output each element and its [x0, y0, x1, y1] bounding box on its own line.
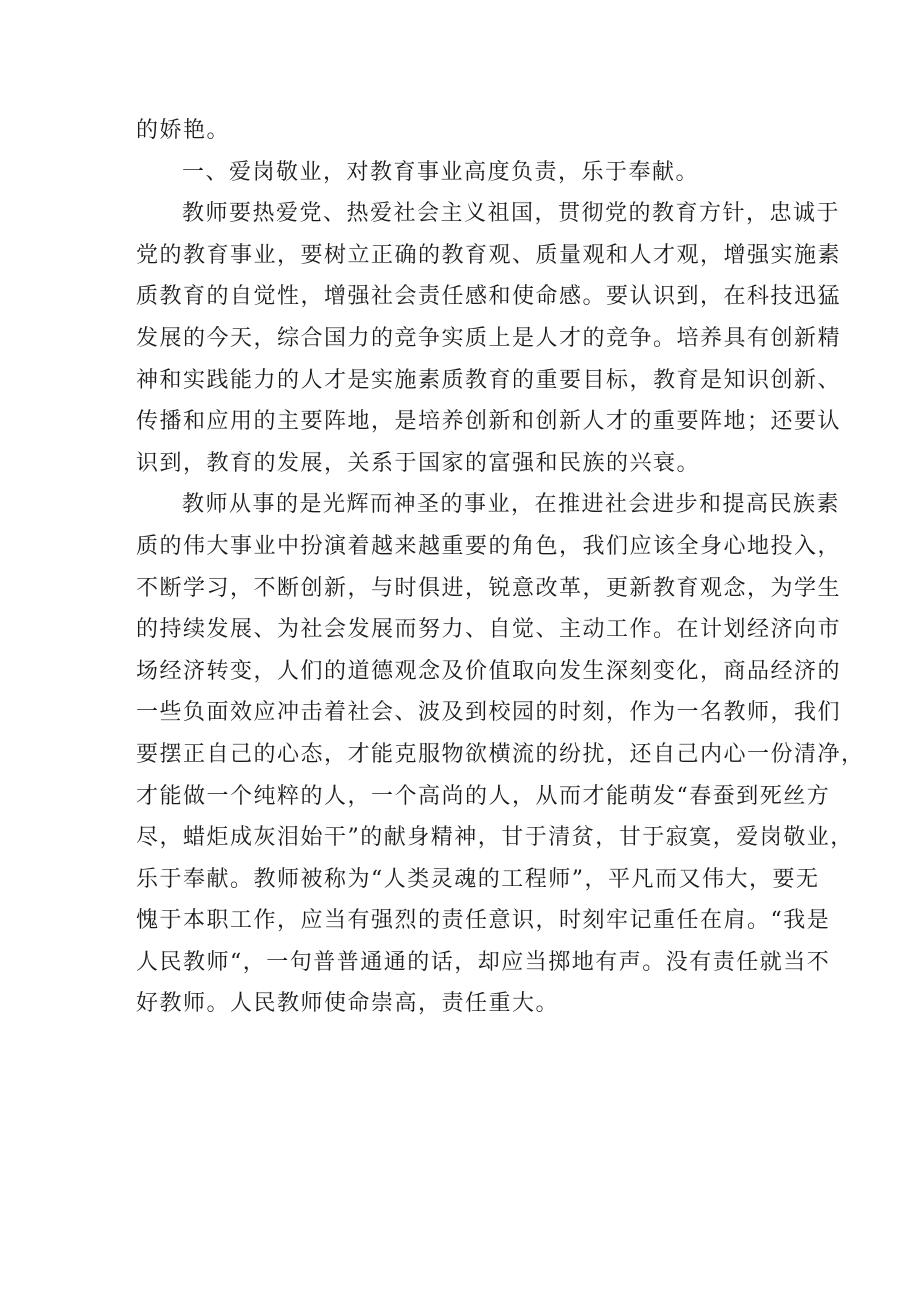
text-line: 发展的今天，综合国力的竞争实质上是人才的竞争。培养具有创新精 — [136, 325, 842, 351]
text-line: 要摆正自己的心态，才能克服物欲横流的纷扰，还自己内心一份清净， — [136, 741, 865, 767]
text-line: 神和实践能力的人才是实施素质教育的重要目标，教育是知识创新、 — [136, 367, 842, 393]
text-line: 教师要热爱党、热爱社会主义祖国，贯彻党的教育方针，忠诚于 — [182, 201, 841, 227]
text-line: 人民教师“，一句普普通通的话，却应当掷地有声。没有责任就当不 — [136, 949, 831, 975]
text-line: 的娇艳。 — [136, 118, 231, 143]
text-line: 教师从事的是光辉而神圣的事业，在推进社会进步和提高民族素 — [182, 492, 841, 518]
section-heading: 一、爱岗敬业，对教育事业高度负责，乐于奉献。 — [182, 159, 700, 185]
text-line: 好教师。人民教师使命崇高，责任重大。 — [136, 991, 560, 1017]
text-line: 乐于奉献。教师被称为“人类灵魂的工程师”，平凡而又伟大，要无 — [136, 866, 820, 892]
text-line: 党的教育事业，要树立正确的教育观、质量观和人才观，增强实施素 — [136, 242, 842, 268]
text-line: 场经济转变，人们的道德观念及价值取向发生深刻变化，商品经济的 — [136, 658, 842, 684]
text-line: 愧于本职工作，应当有强烈的责任意识，时刻牢记重任在肩。“我是 — [136, 908, 831, 934]
text-line: 的持续发展、为社会发展而努力、自觉、主动工作。在计划经济向市 — [136, 617, 842, 643]
text-line: 传播和应用的主要阵地，是培养创新和创新人才的重要阵地；还要认 — [136, 409, 842, 435]
text-line: 一些负面效应冲击着社会、波及到校园的时刻，作为一名教师，我们 — [136, 700, 842, 726]
text-line: 不断学习，不断创新，与时俱进，锐意改革，更新教育观念，为学生 — [136, 575, 842, 601]
text-line: 质的伟大事业中扮演着越来越重要的角色，我们应该全身心地投入， — [136, 533, 842, 559]
text-line: 才能做一个纯粹的人，一个高尚的人，从而才能萌发“春蚕到死丝方 — [136, 783, 831, 809]
text-line: 识到，教育的发展，关系于国家的富强和民族的兴衰。 — [136, 450, 701, 476]
document-body — [136, 110, 865, 1025]
text-line: 尽，蜡炬成灰泪始干”的献身精神，甘于清贫，甘于寂寞，爱岗敬业， — [136, 825, 854, 851]
text-line: 质教育的自觉性，增强社会责任感和使命感。要认识到，在科技迅猛 — [136, 284, 842, 310]
